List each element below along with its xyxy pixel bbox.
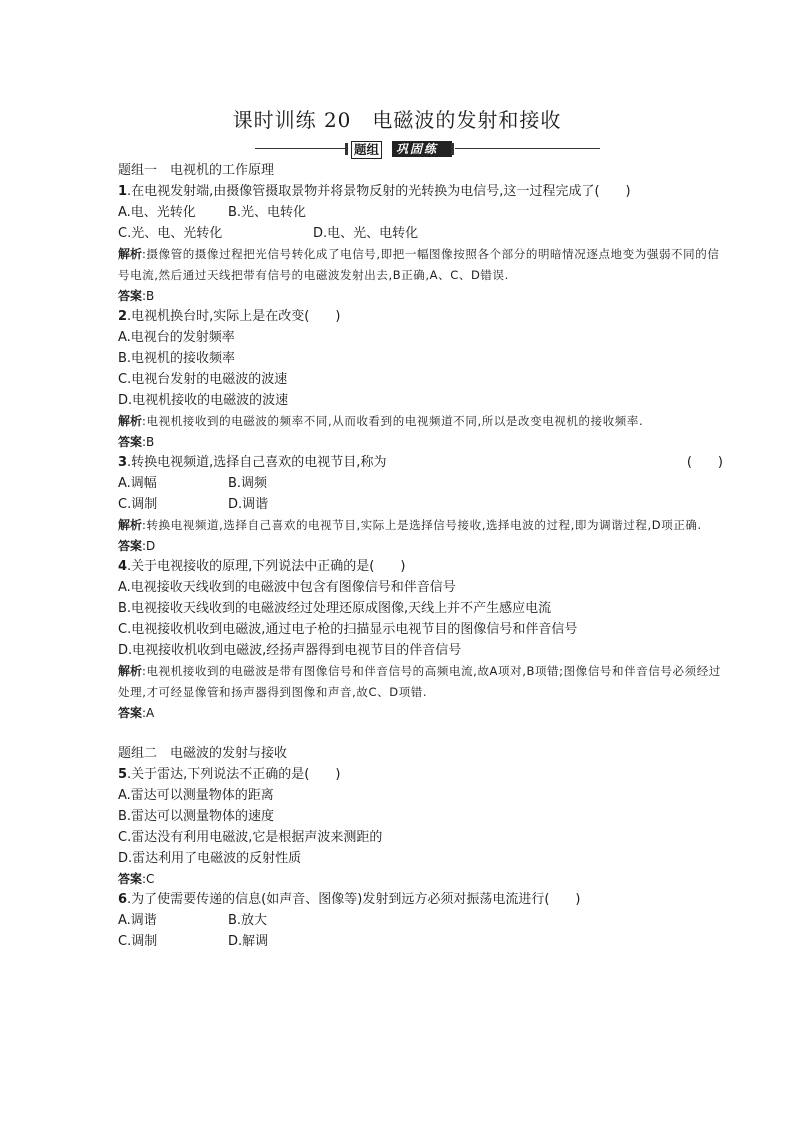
- option-row: B.雷达可以测量物体的速度: [118, 809, 275, 824]
- option-row: C.雷达没有利用电磁波,它是根据声波来测距的: [118, 830, 383, 845]
- option-row: B.电视接收天线收到的电磁波经过处理还原成图像,天线上并不产生感应电流: [118, 601, 552, 616]
- option-row: C.光、电、光转化 D.电、光、电转化: [118, 226, 419, 241]
- group-heading: 题组一 电视机的工作原理: [118, 163, 275, 178]
- answer: 答案:C: [118, 872, 155, 886]
- question-stem: 5.关于雷达,下列说法不正确的是( ): [118, 767, 341, 782]
- banner-label-left: 题组: [351, 141, 382, 159]
- answer: 答案:A: [118, 706, 155, 720]
- banner-tick: [345, 143, 348, 155]
- option-row: A.雷达可以测量物体的距离: [118, 788, 274, 803]
- question-stem: 1.在电视发射端,由摄像管摄取景物并将景物反射的光转换为电信号,这一过程完成了( ): [118, 184, 631, 199]
- option-row: B.电视机的接收频率: [118, 351, 236, 366]
- question-stem: 3.转换电视频道,选择自己喜欢的电视节目,称为 ( ): [118, 455, 723, 470]
- answer: 答案:B: [118, 435, 155, 449]
- spacer: [118, 723, 723, 743]
- banner-label-right: 巩固练: [392, 141, 452, 157]
- question-stem: 4.关于电视接收的原理,下列说法中正确的是( ): [118, 559, 406, 574]
- page-title: 课时训练 20 电磁波的发射和接收: [232, 108, 562, 132]
- option-row: D.电视接收机收到电磁波,经扬声器得到电视节目的伴音信号: [118, 643, 462, 658]
- option-row: C.电视接收机收到电磁波,通过电子枪的扫描显示电视节目的图像信号和伴音信号: [118, 622, 578, 637]
- explanation: 解析:电视机接收到的电磁波是带有图像信号和伴音信号的高频电流,故A项对,B项错;图像信号和伴音信号必须经过处理,才可经显像管和扬声器得到图像和声音,故C、D项错.: [118, 664, 721, 699]
- banner-rule-right: [455, 148, 600, 149]
- option-row: A.电视台的发射频率: [118, 330, 235, 345]
- option-row: A.调幅 B.调频: [118, 476, 268, 491]
- section-banner: [255, 141, 600, 157]
- question-content: [118, 160, 723, 952]
- answer: 答案:D: [118, 539, 156, 553]
- answer: 答案:B: [118, 289, 155, 303]
- option-row: A.电视接收天线收到的电磁波中包含有图像信号和伴音信号: [118, 580, 456, 595]
- question-stem: 6.为了使需要传递的信息(如声音、图像等)发射到远方必须对振荡电流进行( ): [118, 892, 581, 907]
- explanation: 解析:电视机接收到的电磁波的频率不同,从而收看到的电视频道不同,所以是改变电视机的接收频率.: [118, 414, 644, 428]
- option-row: D.雷达利用了电磁波的反射性质: [118, 851, 302, 866]
- option-row: C.调制 D.解调: [118, 934, 269, 949]
- question-stem: 2.电视机换台时,实际上是在改变( ): [118, 309, 341, 324]
- banner-tick: [451, 143, 454, 155]
- option-row: D.电视机接收的电磁波的波速: [118, 393, 289, 408]
- explanation: 解析:摄像管的摄像过程把光信号转化成了电信号,即把一幅图像按照各个部分的明暗情况逐点地变为强弱不同的信号电流,然后通过天线把带有信号的电磁波发射出去,B正确,A、C、D错误.: [118, 247, 720, 282]
- banner-rule-left: [255, 148, 347, 149]
- option-row: C.电视台发射的电磁波的波速: [118, 372, 288, 387]
- group-heading: 题组二 电磁波的发射与接收: [118, 746, 288, 761]
- explanation: 解析:转换电视频道,选择自己喜欢的电视节目,实际上是选择信号接收,选择电波的过程,即为调谐过程,D项正确.: [118, 518, 702, 532]
- option-row: A.调谐 B.放大: [118, 913, 268, 928]
- option-row: A.电、光转化 B.光、电转化: [118, 205, 307, 220]
- option-row: C.调制 D.调谐: [118, 497, 269, 512]
